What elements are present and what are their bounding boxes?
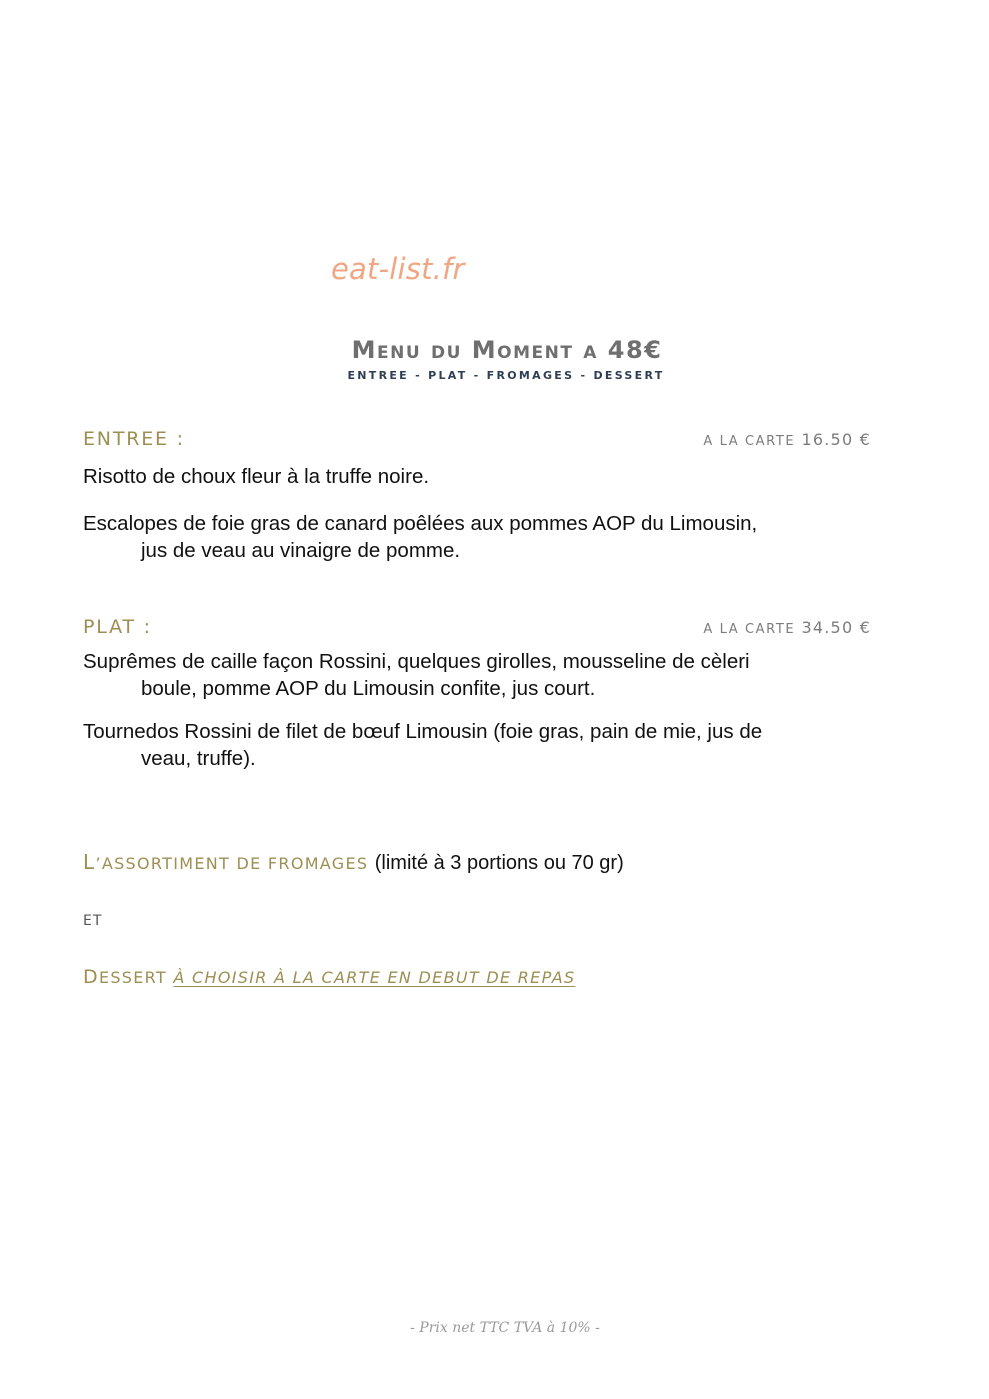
entree-dish-2: [83, 510, 883, 564]
cheese-initial: L: [83, 850, 96, 874]
plat-price-value: 34.50 €: [801, 618, 871, 637]
plat-dish-1: [83, 648, 883, 702]
dish-line-1: Escalopes de foie gras de canard poêlées aux pommes AOP du Limousin,: [83, 512, 758, 535]
entree-price: [703, 430, 871, 449]
plat-heading: PLAT :: [83, 616, 152, 638]
dish-line-1: Suprêmes de caille façon Rossini, quelques girolles, mousseline de cèleri: [83, 650, 750, 673]
entree-price-value: 16.50 €: [801, 430, 871, 449]
plat-price: [703, 618, 871, 637]
dish-line-1: Risotto de choux fleur à la truffe noire.: [83, 465, 430, 488]
entree-dish-1: [83, 463, 883, 490]
dessert-label: ESSERT: [98, 968, 167, 987]
dish-line-2: jus de veau au vinaigre de pomme.: [141, 539, 461, 562]
dish-line-1: Tournedos Rossini de filet de bœuf Limousin (foie gras, pain de mie, jus de: [83, 720, 763, 743]
dessert-choose-link[interactable]: À CHOISIR À LA CARTE EN DEBUT DE REPAS: [173, 968, 576, 987]
menu-subtitle: ENTREE - PLAT - FROMAGES - DESSERT: [347, 369, 665, 382]
dish-line-2: boule, pomme AOP du Limousin confite, jus court.: [141, 677, 596, 700]
watermark-text: eat-list.fr: [331, 252, 465, 286]
dessert-initial: D: [83, 966, 99, 988]
dish-line-2: veau, truffe).: [141, 747, 256, 770]
entree-price-label: A LA CARTE: [703, 434, 796, 449]
cheese-label: ’ASSORTIMENT DE FROMAGES: [95, 854, 369, 873]
menu-title: Menu du Moment a 48€: [351, 336, 663, 364]
cheese-line: [83, 850, 624, 875]
plat-dish-2: [83, 718, 883, 772]
et-text: ET: [83, 913, 103, 929]
footer-note: - Prix net TTC TVA à 10% -: [410, 1320, 600, 1336]
plat-price-label: A LA CARTE: [703, 622, 796, 637]
entree-heading: ENTREE :: [83, 428, 185, 450]
dessert-line: [83, 966, 575, 988]
cheese-note: (limité à 3 portions ou 70 gr): [374, 852, 624, 874]
